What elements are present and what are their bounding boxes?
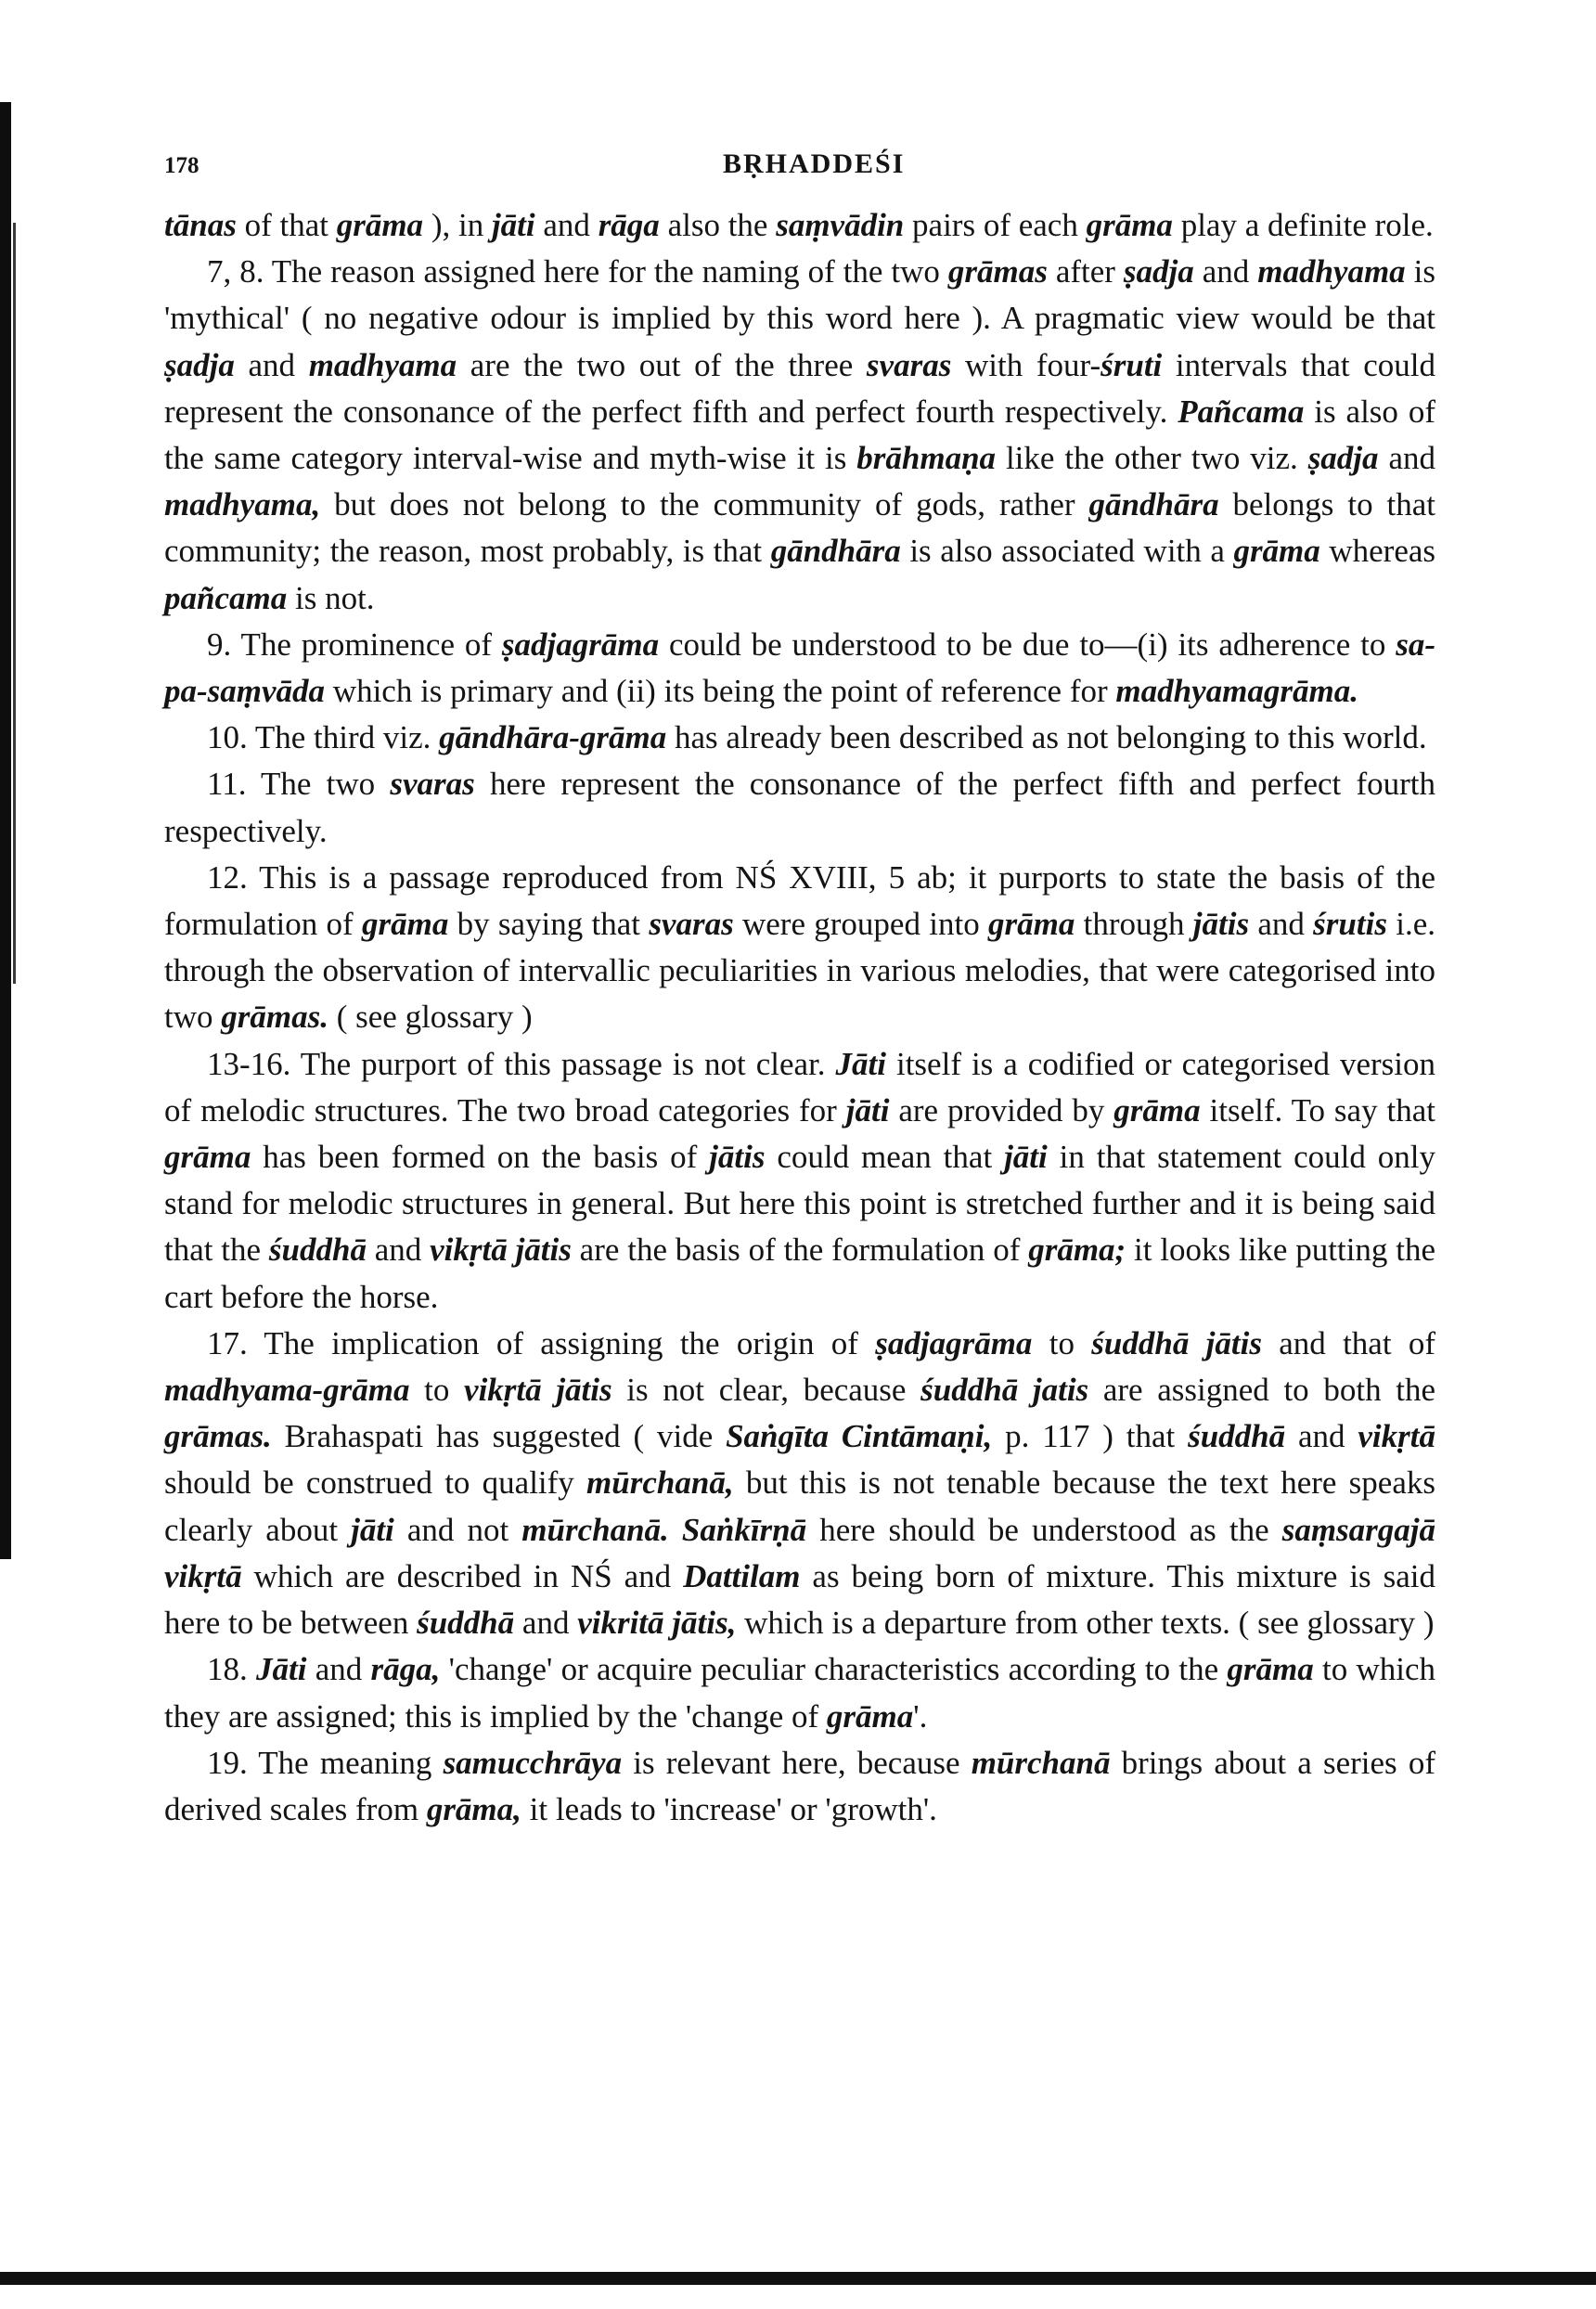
italic-term: śuddhā [1188, 1418, 1286, 1455]
text-run: as being born of mixture. This mixture is said here to be between [164, 1557, 1435, 1642]
italic-term: vikṛtā [164, 1557, 242, 1594]
text-run: with four- [951, 346, 1101, 383]
text-run: are the basis of the formulation of [571, 1232, 1029, 1269]
text-run: it leads to 'increase' or 'growth'. [521, 1790, 937, 1827]
text-run: and [1249, 906, 1314, 943]
text-run: here should be understood as the [806, 1511, 1282, 1548]
italic-term: jātis [556, 1372, 612, 1409]
italic-term: gāndhāra-grāma [439, 719, 667, 756]
text-run: 17. The implication of assigning the origin of [207, 1324, 876, 1361]
italic-term: Dattilam [683, 1557, 801, 1594]
text-run: here represent the consonance of the perfect fifth and perfect fourth respectively. [164, 766, 1435, 849]
text-run: is also associated with a [900, 533, 1234, 570]
text-run: after [1047, 253, 1124, 290]
italic-term: svaras [390, 766, 475, 803]
italic-term: śuddhā [920, 1372, 1019, 1409]
text-run: is 'mythical' ( no negative odour is implied by this word here ). A pragmatic view would be that [164, 253, 1435, 337]
italic-term: jātis, [672, 1605, 737, 1642]
text-run: are provided by [889, 1091, 1114, 1129]
note-paragraph [164, 1740, 1435, 1833]
italic-term: grāma [361, 906, 449, 943]
italic-term: ṣadja [1307, 440, 1379, 477]
text-run: through [1075, 906, 1193, 943]
text-run: 7, 8. The reason assigned here for the naming of the two [207, 253, 948, 290]
running-head: BṚHADDEŚI [723, 148, 906, 179]
text-run [542, 1372, 557, 1408]
text-run: pairs of each [904, 207, 1087, 243]
italic-term: saṃsargajā [1281, 1511, 1436, 1548]
note-paragraph [164, 855, 1435, 1041]
text-run [1018, 1372, 1033, 1408]
italic-term: Saṅgīta Cintāmaṇi, [726, 1418, 993, 1455]
italic-term: jātis [709, 1139, 766, 1176]
italic-term: grāma [336, 207, 424, 243]
italic-term: jāti [845, 1091, 890, 1129]
text-run: 18. [207, 1651, 257, 1688]
text-run: 13-16. The purport of this passage is not clear. [207, 1045, 836, 1082]
italic-term: ṣadja [164, 346, 235, 383]
text-run: and [306, 1651, 371, 1688]
text-run: and not [393, 1511, 522, 1548]
italic-term: śrutis [1313, 906, 1387, 943]
text-run: of that [236, 207, 337, 243]
text-run: it looks like putting the cart before the horse. [164, 1232, 1435, 1315]
italic-term: brāhmaṇa [856, 440, 997, 477]
note-paragraph [164, 715, 1435, 761]
note-paragraph [164, 1321, 1435, 1646]
text-run: has been formed on the basis of [251, 1139, 710, 1176]
italic-term: grāma [1233, 533, 1320, 570]
italic-term: vikṛtā [430, 1232, 508, 1269]
page-number: 178 [164, 153, 200, 178]
italic-term: gāndhāra [1088, 486, 1219, 523]
italic-term: grāma [1086, 207, 1173, 243]
italic-term: grāmas. [164, 1418, 272, 1455]
text-run: play a definite role. [1172, 207, 1434, 243]
text-run: but this is not tenable because the text here speaks clearly about [164, 1464, 1435, 1548]
text-run: and that of [1261, 1324, 1436, 1361]
italic-term: jāti [1004, 1139, 1048, 1176]
italic-term: mūrchanā, [586, 1464, 734, 1502]
text-run: and [234, 346, 309, 383]
text-run: and [1378, 440, 1435, 477]
text-run: i.e. through the observation of intervallic peculiarities in various melodies, that were categorised into two [164, 906, 1435, 1036]
text-run: 19. The meaning [207, 1744, 444, 1781]
text-run: which is primary and (ii) its being the point of reference for [325, 673, 1116, 710]
italic-term: grāma [1113, 1091, 1201, 1129]
text-run: and [366, 1232, 431, 1269]
text-run: also the [659, 207, 777, 243]
italic-term: grāma [826, 1697, 914, 1735]
text-run: 11. The two [207, 766, 391, 803]
italic-term: grāma; [1028, 1232, 1126, 1269]
italic-term: jāti [351, 1511, 394, 1548]
note-paragraph [164, 1041, 1435, 1321]
italic-term: śruti [1100, 346, 1163, 383]
text-run: to [409, 1372, 465, 1409]
text-run: should be construed to qualify [164, 1464, 587, 1502]
book-page [164, 148, 1435, 1833]
italic-term: jātis [1192, 906, 1250, 943]
italic-term: madhyama [1257, 253, 1406, 290]
italic-term: ṣadjagrāma [501, 626, 660, 663]
text-run: to [1032, 1324, 1092, 1361]
italic-term: jātis [1205, 1324, 1262, 1361]
italic-term: grāma, [426, 1790, 521, 1827]
text-run: and [1193, 253, 1258, 290]
text-run: 9. The prominence of [207, 626, 502, 663]
text-run: intervals that could represent the consonance of the perfect fifth and perfect fourth respectively. [164, 346, 1435, 430]
italic-term: madhyamagrāma. [1115, 673, 1358, 710]
italic-term: grāma [1227, 1651, 1314, 1688]
note-paragraph [164, 1646, 1435, 1739]
italic-term: rāga [598, 207, 660, 243]
text-run: ( see glossary ) [328, 999, 533, 1036]
italic-term: grāma [987, 906, 1075, 943]
italic-term: madhyama [308, 346, 457, 383]
italic-term: grāmas. [221, 999, 328, 1036]
text-run: ), in [423, 207, 492, 243]
text-run: itself is a codified or categorised version of melodic structures. The two broad categories for [164, 1045, 1435, 1129]
note-paragraph [164, 622, 1435, 715]
italic-term: pañcama [164, 579, 288, 616]
text-run: and [1285, 1418, 1358, 1455]
italic-term: svaras [866, 346, 952, 383]
text-run: itself. To say that [1200, 1091, 1435, 1129]
text-run: brings about a series of derived scales from [164, 1744, 1435, 1827]
italic-term: svaras [649, 906, 734, 943]
italic-term: vikritā [577, 1605, 664, 1642]
italic-term: madhyama, [164, 486, 321, 523]
text-run: could mean that [765, 1139, 1005, 1176]
text-run: to which they are assigned; this is implied by the 'change of [164, 1651, 1436, 1735]
text-run: and [534, 207, 598, 243]
text-run: is also of the same category interval-wise and myth-wise it is [164, 393, 1435, 477]
italic-term: tānas [164, 207, 237, 243]
text-run: but does not belong to the community of gods, rather [320, 486, 1089, 523]
page-header [164, 148, 1435, 202]
scan-binding-shadow [13, 223, 16, 984]
italic-term: samucchrāya [443, 1744, 623, 1781]
text-run: whereas [1319, 533, 1436, 570]
text-run: which is a departure from other texts. ( see glossary ) [736, 1605, 1435, 1642]
text-run: p. 117 ) that [992, 1418, 1189, 1455]
note-paragraph [164, 202, 1435, 249]
italic-term: Jāti [256, 1651, 307, 1688]
text-run [1189, 1325, 1205, 1361]
text-run: 10. The third viz. [207, 719, 440, 756]
text-run: and [514, 1605, 578, 1642]
scan-binding-edge [0, 102, 11, 1559]
scan-bottom-edge [0, 2272, 1596, 2285]
italic-term: ṣadjagrāma [875, 1324, 1033, 1361]
text-run: which are described in NŚ and [241, 1557, 684, 1594]
text-run: like the other two viz. [996, 440, 1308, 477]
text-run: is not clear, because [611, 1372, 921, 1409]
note-paragraph [164, 761, 1435, 854]
italic-term: saṃvādin [776, 207, 905, 243]
text-run: has already been described as not belonging to this world. [666, 719, 1427, 756]
italic-term: Jāti [835, 1045, 886, 1082]
italic-term: madhyama-grāma [164, 1372, 410, 1409]
italic-term: śuddhā [268, 1232, 367, 1269]
italic-term: jāti [491, 207, 535, 243]
text-run: are assigned to both the [1088, 1372, 1435, 1409]
italic-term: sa-pa-saṃvāda [164, 626, 1435, 710]
italic-term: Pañcama [1178, 393, 1305, 430]
text-run [664, 1605, 673, 1641]
italic-term: mūrchanā. [521, 1511, 669, 1548]
italic-term: vikṛtā [1358, 1418, 1435, 1455]
text-run: Brahaspati has suggested ( vide [271, 1418, 727, 1455]
italic-term: śuddhā [1091, 1324, 1190, 1361]
italic-term: mūrchanā [971, 1744, 1111, 1781]
text-run: were grouped into [733, 906, 988, 943]
text-run: belongs to that community; the reason, most probably, is that [164, 486, 1436, 570]
text-run [508, 1232, 516, 1268]
italic-term: ṣadja [1123, 253, 1194, 290]
text-run: is not. [287, 579, 375, 616]
italic-term: grāma [164, 1139, 251, 1176]
italic-term: jātis [515, 1232, 572, 1269]
text-run: by saying that [448, 906, 650, 943]
text-run: '. [913, 1697, 928, 1735]
text-run: 12. This is a passage reproduced from NŚ XVIII, 5 ab; it purports to state the basis of the formulation of [164, 858, 1435, 943]
italic-term: jatis [1032, 1372, 1089, 1409]
italic-term: śuddhā [417, 1605, 515, 1642]
italic-term: rāga, [370, 1651, 441, 1688]
italic-term: gāndhāra [770, 533, 901, 570]
text-run [669, 1512, 682, 1548]
text-run: in that statement could only stand for melodic structures in general. But here this point is stretched further and it is being said that the [164, 1139, 1435, 1269]
text-run: are the two out of the three [457, 346, 867, 383]
text-run: is relevant here, because [622, 1744, 972, 1781]
italic-term: grāmas [947, 253, 1048, 290]
notes-text [164, 202, 1435, 1833]
text-run: could be understood to be due to—(i) its adherence to [659, 626, 1396, 663]
italic-term: Saṅkīrṇā [681, 1511, 807, 1548]
note-paragraph [164, 249, 1435, 622]
text-run: 'change' or acquire peculiar characteristics according to the [440, 1651, 1228, 1688]
italic-term: vikṛtā [464, 1372, 542, 1409]
